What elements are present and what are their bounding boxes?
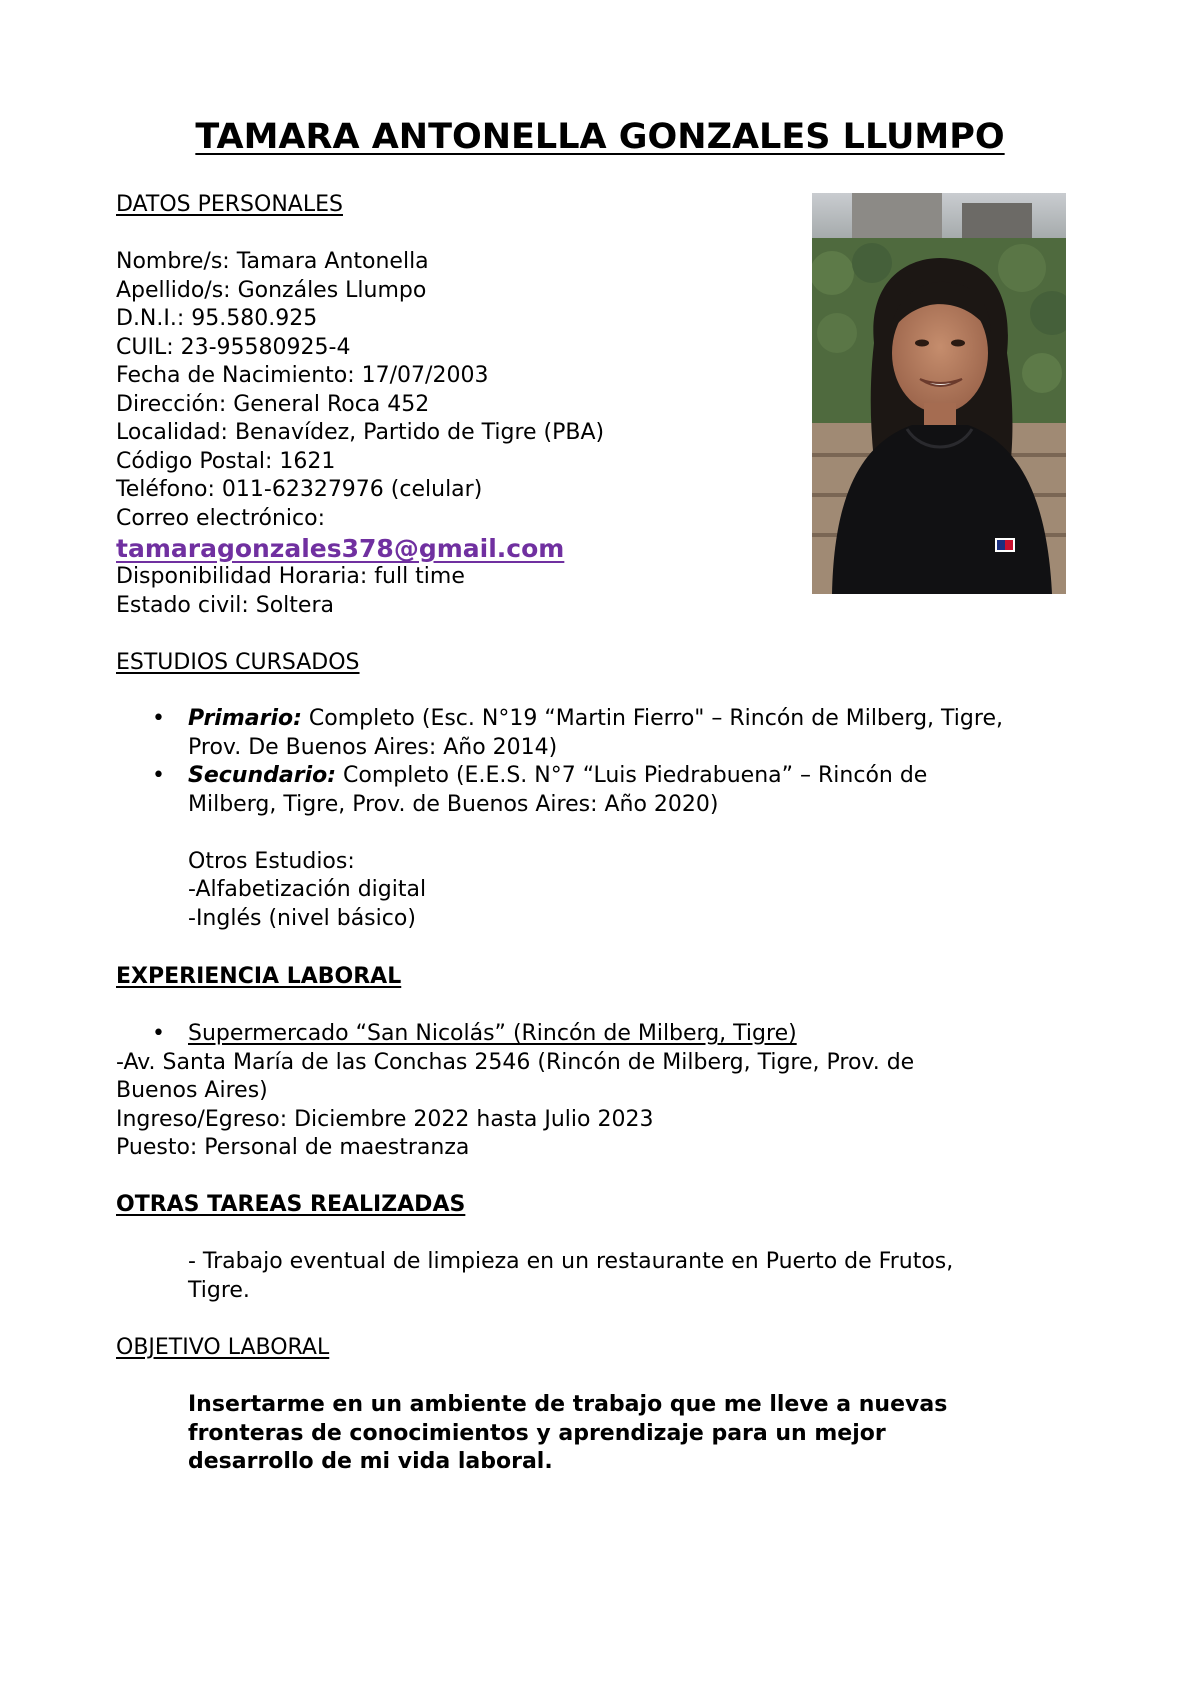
study-primary-line2: Prov. De Buenos Aires: Año 2014) (188, 734, 558, 760)
bullet-dot-icon: • (152, 1021, 165, 1046)
other-study-item: -Inglés (nivel básico) (188, 905, 416, 931)
experience-heading: EXPERIENCIA LABORAL (116, 964, 402, 989)
personal-line-cuil: CUIL: 23-95580925-4 (116, 334, 351, 360)
personal-line-postal-code: Código Postal: 1621 (116, 448, 336, 474)
studies-heading: ESTUDIOS CURSADOS (116, 650, 360, 675)
personal-line-birthdate: Fecha de Nacimiento: 17/07/2003 (116, 363, 489, 388)
other-study-item: -Alfabetización digital (188, 877, 427, 902)
objective-text-line: desarrollo de mi vida laboral. (188, 1449, 553, 1474)
study-secondary-line1 (188, 762, 927, 791)
personal-data-heading: DATOS PERSONALES (116, 192, 343, 217)
personal-line-name: Nombre/s: Tamara Antonella (116, 249, 429, 274)
profile-photo (812, 193, 1066, 594)
page-title: TAMARA ANTONELLA GONZALES LLUMPO (195, 117, 1005, 157)
job-position: Puesto: Personal de maestranza (116, 1135, 470, 1160)
job-dates: Ingreso/Egreso: Diciembre 2022 hasta Julio 2023 (116, 1106, 654, 1132)
bullet-dot-icon: • (152, 763, 165, 788)
objective-text-line: Insertarme en un ambiente de trabajo que me lleve a nuevas (188, 1392, 948, 1417)
job-title: Supermercado “San Nicolás” (Rincón de Milberg, Tigre) (188, 1021, 797, 1046)
job-detail-line: Buenos Aires) (116, 1078, 268, 1103)
other-studies-heading: Otros Estudios: (188, 848, 355, 874)
personal-line-availability: Disponibilidad Horaria: full time (116, 564, 465, 589)
study-secondary-label: Secundario: (188, 763, 337, 788)
email-link[interactable]: tamaragonzales378@gmail.com (116, 534, 565, 563)
other-tasks-heading: OTRAS TAREAS REALIZADAS (116, 1192, 466, 1217)
objective-heading: OBJETIVO LABORAL (116, 1335, 330, 1360)
personal-line-civil-status: Estado civil: Soltera (116, 592, 334, 618)
personal-line-dni: D.N.I.: 95.580.925 (116, 306, 318, 331)
personal-line-locality: Localidad: Benavídez, Partido de Tigre (PBA) (116, 420, 605, 445)
personal-line-surname: Apellido/s: Gonzáles Llumpo (116, 277, 427, 303)
other-task-line: Tigre. (188, 1277, 250, 1303)
study-primary-text: Completo (Esc. N°19 “Martin Fierro" – Rincón de Milberg, Tigre, (301, 706, 1003, 731)
bullet-dot-icon: • (152, 706, 165, 731)
objective-text-line: fronteras de conocimientos y aprendizaje para un mejor (188, 1420, 886, 1446)
other-task-line: - Trabajo eventual de limpieza en un restaurante en Puerto de Frutos, (188, 1249, 954, 1274)
study-primary-label: Primario: (188, 706, 302, 731)
personal-line-address: Dirección: General Roca 452 (116, 391, 430, 417)
study-secondary-text: Completo (E.E.S. N°7 “Luis Piedrabuena” – Rincón de (336, 763, 928, 788)
personal-line-email-label: Correo electrónico: (116, 505, 325, 531)
study-secondary-line2: Milberg, Tigre, Prov. de Buenos Aires: Año 2020) (188, 791, 719, 817)
job-detail-line: -Av. Santa María de las Conchas 2546 (Rincón de Milberg, Tigre, Prov. de (116, 1049, 915, 1075)
personal-line-phone: Teléfono: 011-62327976 (celular) (116, 477, 483, 502)
study-primary-line1 (188, 705, 1003, 734)
